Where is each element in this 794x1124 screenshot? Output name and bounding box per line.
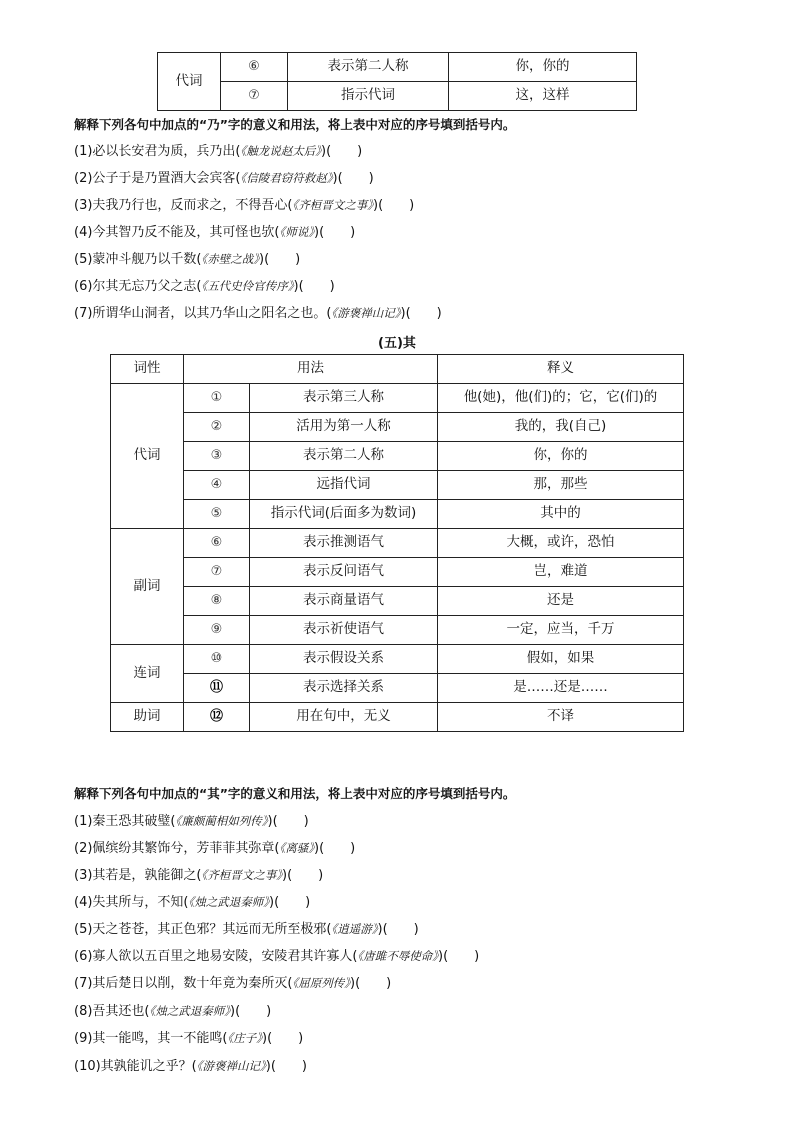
source-title: 《信陵君窃符救赵》 (240, 171, 333, 185)
question-item (74, 810, 309, 829)
question-text: (5)天之苍苍，其正色邪？其远而无所至极邪( (74, 922, 332, 937)
meaning-cell: 这，这样 (449, 82, 637, 111)
number-cell: ⑥ (184, 529, 250, 558)
question-text: (6)尔其无忘乃父之志( (74, 279, 202, 294)
table-row (111, 529, 684, 558)
usage-cell: 用在句中，无义 (250, 703, 438, 732)
meaning-cell: 一定，应当，千万 (438, 616, 684, 645)
meaning-cell: 还是 (438, 587, 684, 616)
number-cell: ⑦ (221, 82, 288, 111)
source-title: 《齐桓晋文之事》 (292, 198, 373, 212)
source-title: 《烛之武退秦师》 (188, 895, 269, 909)
table-row (111, 413, 684, 442)
number-cell: ④ (184, 471, 250, 500)
number-cell: ① (184, 384, 250, 413)
answer-bracket[interactable]: )( ) (259, 252, 301, 267)
answer-bracket[interactable]: )( ) (332, 171, 374, 186)
table-row (111, 587, 684, 616)
meaning-cell: 我的，我(自己) (438, 413, 684, 442)
answer-bracket[interactable]: )( ) (400, 306, 442, 321)
usage-cell: 表示第二人称 (288, 53, 449, 82)
source-title: 《庄子》 (227, 1031, 262, 1045)
table-header-row (111, 355, 684, 384)
nai-usage-table (157, 52, 637, 111)
answer-bracket[interactable]: )( ) (282, 868, 324, 883)
question-text: (10)其孰能讥之乎？( (74, 1059, 197, 1074)
instruction-nai: 解释下列各句中加点的“乃”字的意义和用法，将上表中对应的序号填到括号内。 (74, 117, 516, 132)
question-item (74, 302, 442, 321)
answer-bracket[interactable]: )( ) (350, 976, 392, 991)
answer-bracket[interactable]: )( ) (377, 922, 419, 937)
number-cell: ⑦ (184, 558, 250, 587)
answer-bracket[interactable]: )( ) (265, 1059, 307, 1074)
header-meaning: 释义 (438, 355, 684, 384)
question-text: (7)所谓华山洞者，以其乃华山之阳名之也。( (74, 306, 332, 321)
source-title: 《廉颇蔺相如列传》 (175, 814, 268, 828)
table-row (158, 82, 637, 111)
number-cell: ⑩ (184, 645, 250, 674)
answer-bracket[interactable]: )( ) (438, 949, 480, 964)
usage-cell: 表示假设关系 (250, 645, 438, 674)
question-item (74, 1000, 271, 1019)
source-title: 《齐桓晋文之事》 (201, 868, 282, 882)
usage-cell: 表示推测语气 (250, 529, 438, 558)
number-cell: ⑤ (184, 500, 250, 529)
question-item (74, 1027, 303, 1046)
usage-cell: 活用为第一人称 (250, 413, 438, 442)
number-cell: ⑨ (184, 616, 250, 645)
question-item (74, 945, 479, 964)
meaning-cell: 是……还是…… (438, 674, 684, 703)
question-text: (2)公子于是乃置酒大会宾客( (74, 171, 241, 186)
answer-bracket[interactable]: )( ) (321, 144, 363, 159)
source-title: 《逍遥游》 (331, 922, 378, 936)
table-row (111, 616, 684, 645)
meaning-cell: 那，那些 (438, 471, 684, 500)
question-item (74, 221, 355, 240)
answer-bracket[interactable]: )( ) (293, 279, 335, 294)
answer-bracket[interactable]: )( ) (373, 198, 415, 213)
usage-cell: 表示反问语气 (250, 558, 438, 587)
source-title: 《游褒禅山记》 (196, 1059, 266, 1073)
usage-cell: 指示代词(后面多为数词) (250, 500, 438, 529)
number-cell: ② (184, 413, 250, 442)
usage-cell: 表示选择关系 (250, 674, 438, 703)
question-item (74, 891, 310, 910)
source-title: 《五代史伶官传序》 (201, 279, 294, 293)
answer-bracket[interactable]: )( ) (262, 1031, 304, 1046)
source-title: 《唐雎不辱使命》 (357, 949, 438, 963)
meaning-cell: 大概，或许，恐怕 (438, 529, 684, 558)
answer-bracket[interactable]: )( ) (267, 814, 309, 829)
pos-cell: 助词 (111, 703, 184, 732)
source-title: 《屈原列传》 (292, 976, 350, 990)
pos-cell: 副词 (111, 529, 184, 645)
table-row (111, 645, 684, 674)
meaning-cell: 岂，难道 (438, 558, 684, 587)
question-item (74, 864, 323, 883)
question-text: (1)必以长安君为质，兵乃出( (74, 144, 241, 159)
usage-cell: 表示祈使语气 (250, 616, 438, 645)
usage-cell: 表示商量语气 (250, 587, 438, 616)
table-row (158, 53, 637, 82)
question-item (74, 972, 391, 991)
question-text: (4)今其智乃反不能及，其可怪也欤( (74, 225, 280, 240)
answer-bracket[interactable]: )( ) (269, 895, 311, 910)
usage-cell: 表示第三人称 (250, 384, 438, 413)
source-title: 《触龙说赵太后》 (240, 144, 321, 158)
question-text: (4)失其所与，不知( (74, 895, 189, 910)
source-title: 《赤壁之战》 (201, 252, 259, 266)
question-text: (9)其一能鸣，其一不能鸣( (74, 1031, 228, 1046)
question-item (74, 194, 414, 213)
question-text: (5)蒙冲斗舰乃以千数( (74, 252, 202, 267)
question-item (74, 248, 300, 267)
pos-cell: 代词 (111, 384, 184, 529)
source-title: 《师说》 (279, 225, 314, 239)
answer-bracket[interactable]: )( ) (314, 841, 356, 856)
question-text: (7)其后楚日以削，数十年竟为秦所灭( (74, 976, 293, 991)
table-row (111, 442, 684, 471)
table-row (111, 558, 684, 587)
table-row (111, 500, 684, 529)
meaning-cell: 假如，如果 (438, 645, 684, 674)
pos-cell: 连词 (111, 645, 184, 703)
usage-cell: 表示第二人称 (250, 442, 438, 471)
question-text: (3)夫我乃行也，反而求之，不得吾心( (74, 198, 293, 213)
usage-cell: 远指代词 (250, 471, 438, 500)
source-title: 《离骚》 (279, 841, 314, 855)
question-item (74, 275, 335, 294)
table-row (111, 384, 684, 413)
instruction-qi: 解释下列各句中加点的“其”字的意义和用法，将上表中对应的序号填到括号内。 (74, 786, 516, 801)
meaning-cell: 你，你的 (449, 53, 637, 82)
pos-cell: 代词 (158, 53, 221, 111)
question-text: (6)寡人欲以五百里之地易安陵，安陵君其许寡人( (74, 949, 358, 964)
number-cell: ⑫ (184, 703, 250, 732)
question-item (74, 140, 362, 159)
number-cell: ⑧ (184, 587, 250, 616)
meaning-cell: 你，你的 (438, 442, 684, 471)
answer-bracket[interactable]: )( ) (314, 225, 356, 240)
answer-bracket[interactable]: )( ) (230, 1004, 272, 1019)
question-item (74, 918, 419, 937)
table-row (111, 674, 684, 703)
question-text: (1)秦王恐其破璧( (74, 814, 176, 829)
question-item (74, 1055, 307, 1074)
meaning-cell: 他(她)，他(们)的；它，它(们)的 (438, 384, 684, 413)
question-text: (8)吾其还也( (74, 1004, 150, 1019)
table-row (111, 471, 684, 500)
section-title: (五)其 (378, 336, 416, 351)
question-text: (3)其若是，孰能御之( (74, 868, 202, 883)
usage-cell: 指示代词 (288, 82, 449, 111)
number-cell: ⑪ (184, 674, 250, 703)
meaning-cell: 不译 (438, 703, 684, 732)
meaning-cell: 其中的 (438, 500, 684, 529)
number-cell: ③ (184, 442, 250, 471)
question-text: (2)佩缤纷其繁饰兮，芳菲菲其弥章( (74, 841, 280, 856)
qi-usage-table (110, 354, 684, 732)
header-pos: 词性 (111, 355, 184, 384)
header-usage: 用法 (184, 355, 438, 384)
question-item (74, 837, 355, 856)
source-title: 《烛之武退秦师》 (149, 1004, 230, 1018)
table-row (111, 703, 684, 732)
number-cell: ⑥ (221, 53, 288, 82)
source-title: 《游褒禅山记》 (331, 306, 401, 320)
question-item (74, 167, 374, 186)
